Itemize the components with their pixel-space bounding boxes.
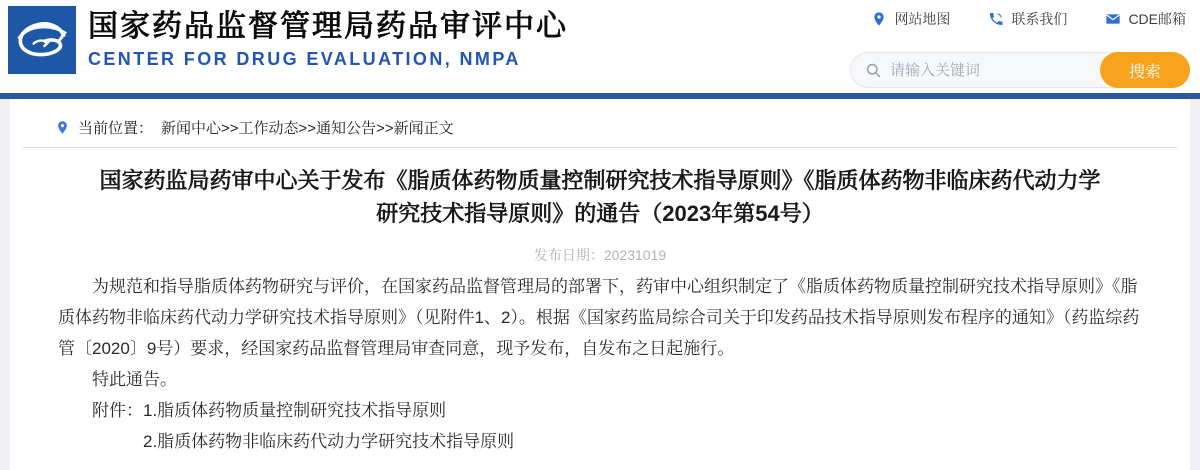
publish-date-label: 发布日期： (533, 247, 604, 263)
phone-icon (988, 11, 1004, 27)
site-title-en: CENTER FOR DRUG EVALUATION, NMPA (88, 49, 521, 69)
breadcrumb-pin-icon (55, 119, 70, 136)
site-header (0, 0, 1200, 93)
top-links (871, 9, 1186, 29)
attachment-item: 2.脂质体药物非临床药代动力学研究技术指导原则 (143, 432, 515, 451)
content-card (10, 99, 1190, 470)
site-title-block (88, 9, 568, 70)
search-input[interactable] (890, 62, 1070, 79)
contact-link-label: 联系我们 (1011, 11, 1068, 27)
sitemap-link-label: 网站地图 (894, 11, 951, 27)
location-pin-icon (871, 11, 887, 27)
site-logo[interactable] (8, 6, 76, 74)
attachments-label: 附件： (92, 401, 143, 420)
site-title-zh: 国家药品监督管理局药品审评中心 (88, 10, 568, 43)
mailbox-link[interactable] (1105, 9, 1186, 29)
article-paragraph: 特此通告。 (92, 370, 177, 389)
contact-link[interactable] (988, 9, 1067, 29)
article-title: 国家药监局药审中心关于发布《脂质体药物质量控制研究技术指导原则》《脂质体药物非临床药代动力学研究技术指导原则》的通告（2023年第54号） (99, 168, 1101, 226)
attachments-block (58, 395, 1142, 457)
article-body (58, 271, 1142, 457)
breadcrumb-path[interactable]: 新闻中心>>工作动态>>通知公告>>新闻正文 (161, 120, 454, 137)
breadcrumb-separator (23, 147, 1177, 148)
article-paragraph: 为规范和指导脂质体药物研究与评价，在国家药品监督管理局的部署下，药审中心组织制定了《脂质体药物质量控制研究技术指导原则》《脂质体药物非临床药代动力学研究技术指导原则》（见附件1、2）。根据《国家药监局综合司关于印发药品技术指导原则发布程序的通知》（药监综药管〔2020〕9号）要求，经国家药品监督管理局审查同意，现予发布，自发布之日起施行。 (58, 277, 1140, 358)
search-icon (865, 62, 882, 79)
mailbox-link-label: CDE邮箱 (1128, 11, 1186, 27)
attachment-item: 1.脂质体药物质量控制研究技术指导原则 (143, 401, 447, 420)
cde-swirl-icon (12, 14, 72, 66)
envelope-icon (1105, 11, 1121, 27)
search-button[interactable]: 搜索 (1100, 52, 1190, 88)
breadcrumb (55, 117, 454, 138)
publish-date-value: 20231019 (603, 247, 667, 263)
attachments-list (143, 395, 514, 457)
breadcrumb-label: 当前位置： (78, 120, 154, 137)
sitemap-link[interactable] (871, 9, 950, 29)
search-bar (850, 52, 1190, 88)
publish-date (10, 245, 1190, 265)
